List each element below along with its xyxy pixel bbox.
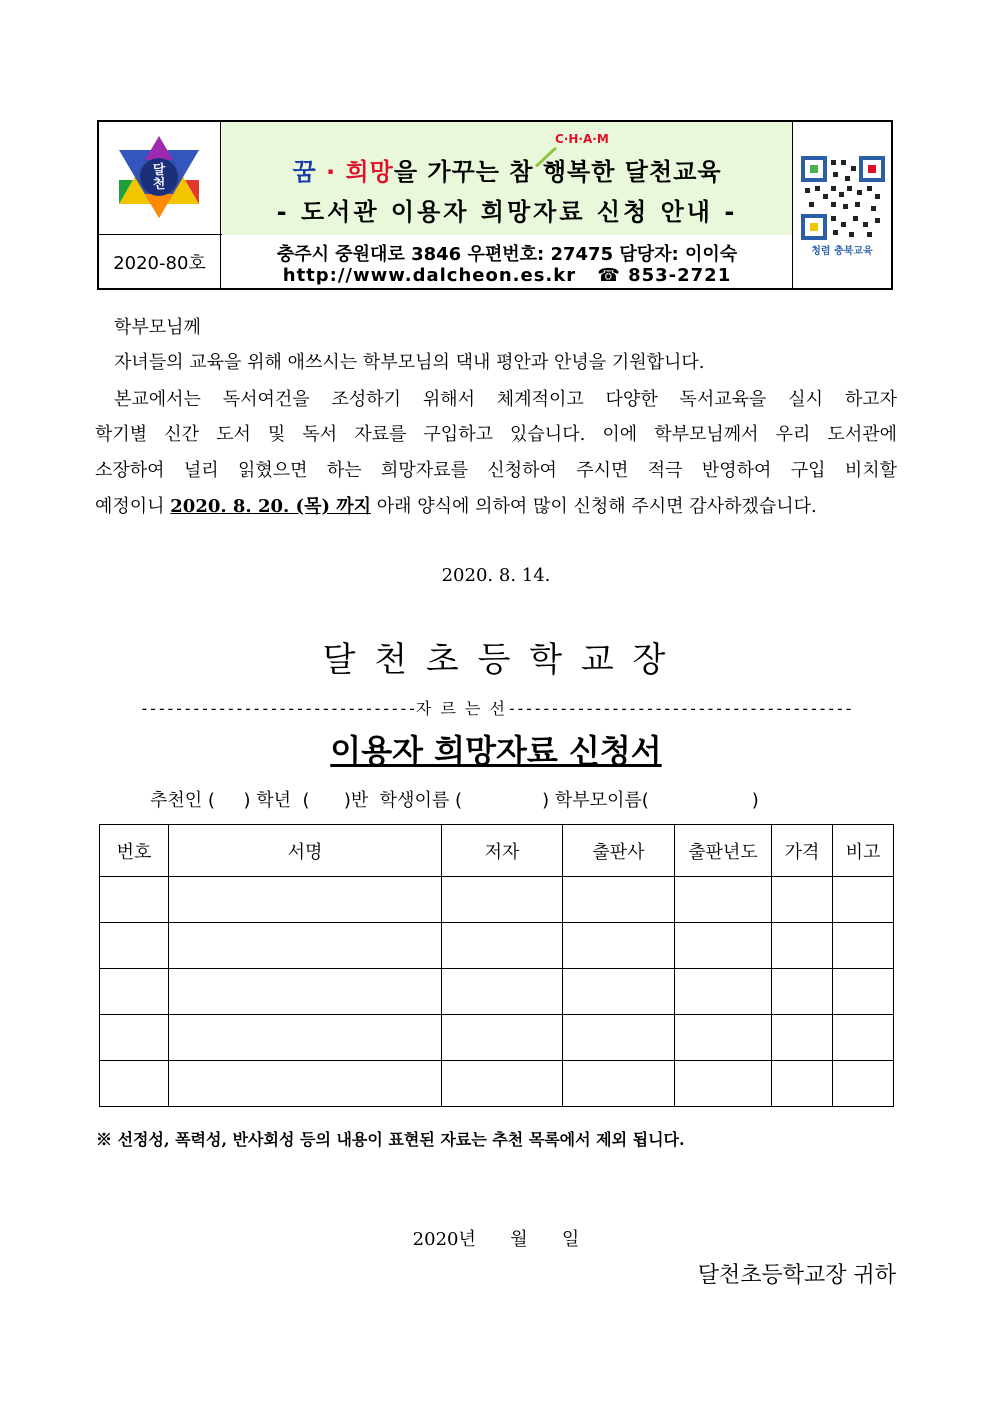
- table-row: [100, 1015, 894, 1061]
- table-cell[interactable]: [563, 1015, 675, 1061]
- letter-line: 본교에서는 독서여건을 조성하기 위해서 체계적이고 다양한 독서교육을 실시 하고자: [114, 389, 897, 410]
- table-cell[interactable]: [675, 877, 772, 923]
- table-cell[interactable]: [675, 923, 772, 969]
- table-cell[interactable]: [772, 1061, 833, 1107]
- table-cell[interactable]: [833, 877, 894, 923]
- website-link[interactable]: http://www.dalcheon.es.kr: [282, 265, 577, 286]
- table-cell[interactable]: [169, 877, 442, 923]
- letter-line: [95, 492, 897, 518]
- table-cell[interactable]: [169, 923, 442, 969]
- form-title-wrap: [0, 726, 992, 772]
- table-row: [100, 969, 894, 1015]
- request-table: [99, 824, 894, 1107]
- exclusion-note: ※ 선정성, 폭력성, 반사회성 등의 내용이 표현된 자료는 추천 목록에서 제외 됩니다.: [96, 1130, 685, 1149]
- cham-text: C·H·A·M: [555, 132, 609, 146]
- table-cell[interactable]: [169, 1015, 442, 1061]
- slogan-part: 행복한 달천교육: [542, 158, 722, 186]
- school-logo: [99, 122, 220, 234]
- doc-number: 2020-80호: [113, 252, 206, 274]
- table-cell[interactable]: [100, 1061, 169, 1107]
- table-cell[interactable]: [833, 923, 894, 969]
- slogan-part: 꿈: [292, 158, 317, 186]
- qr-caption: 청렴 충북교육: [811, 246, 873, 257]
- slogan-dot: ·: [316, 158, 346, 186]
- cham-mark: [555, 132, 609, 146]
- table-cell[interactable]: [169, 969, 442, 1015]
- letterhead-box: [97, 120, 893, 290]
- table-cell[interactable]: [563, 923, 675, 969]
- phone-number: 853-2721: [628, 265, 732, 286]
- table-header-row: [100, 825, 894, 877]
- cut-line-label: 자 르 는 선: [415, 699, 508, 718]
- contact-line: [222, 265, 792, 286]
- table-cell[interactable]: [772, 923, 833, 969]
- phone-icon: ☎: [597, 265, 621, 286]
- divider: [220, 122, 221, 288]
- letter-line: 자녀들의 교육을 위해 애쓰시는 학부모님의 댁내 평안과 안녕을 기원합니다.: [114, 352, 705, 373]
- table-cell[interactable]: [772, 877, 833, 923]
- column-header: 비고: [833, 825, 894, 877]
- star-logo-icon: [99, 122, 220, 234]
- letter-line: 학기별 신간 도서 및 독서 자료를 구입하고 있습니다. 이에 학부모님께서 우리 도서관에: [95, 424, 897, 445]
- cut-line: [0, 696, 992, 719]
- table-cell[interactable]: [563, 877, 675, 923]
- principal-signature: 달 천 초 등 학 교 장: [322, 640, 670, 680]
- slogan-area: [222, 122, 792, 235]
- table-cell[interactable]: [833, 969, 894, 1015]
- salutation: 학부모님께: [114, 317, 201, 338]
- table-cell[interactable]: [442, 877, 563, 923]
- application-date: 2020년 월 일: [412, 1229, 580, 1250]
- logo-text: 달 천: [152, 163, 166, 192]
- table-cell[interactable]: [100, 923, 169, 969]
- table-cell[interactable]: [442, 969, 563, 1015]
- addressee: 달천초등학교장 귀하: [697, 1263, 896, 1288]
- column-header: 출판사: [563, 825, 675, 877]
- qr-code-icon: [801, 156, 885, 240]
- address: 충주시 중원대로 3846 우편번호: 27475 담당자: 이이숙: [276, 244, 738, 265]
- table-cell[interactable]: [100, 969, 169, 1015]
- table-row: [100, 1061, 894, 1107]
- table-cell[interactable]: [772, 1015, 833, 1061]
- deadline: 2020. 8. 20. (목) 까지: [170, 496, 372, 517]
- letter-date: 2020. 8. 14.: [441, 565, 551, 586]
- table-cell[interactable]: [169, 1061, 442, 1107]
- table-cell[interactable]: [100, 1015, 169, 1061]
- table-cell[interactable]: [675, 969, 772, 1015]
- form-title: 이용자 희망자료 신청서: [330, 732, 662, 770]
- table-cell[interactable]: [442, 923, 563, 969]
- slogan: [222, 152, 792, 187]
- text-fragment: 예정이니: [95, 496, 171, 517]
- dash-segment: --------------------------------: [139, 699, 416, 718]
- dash-segment: ----------------------------------------: [507, 699, 853, 718]
- table-cell[interactable]: [100, 877, 169, 923]
- slogan-part: 을 가꾸는 참: [393, 158, 543, 186]
- column-header: 가격: [772, 825, 833, 877]
- table-cell[interactable]: [833, 1061, 894, 1107]
- table-cell[interactable]: [442, 1015, 563, 1061]
- letter-line: 소장하여 널리 읽혔으면 하는 희망자료를 신청하여 주시면 적극 반영하여 구입 비치할: [95, 460, 897, 481]
- column-header: 출판년도: [675, 825, 772, 877]
- table-cell[interactable]: [772, 969, 833, 1015]
- leaf-icon: [534, 146, 560, 168]
- table-cell[interactable]: [675, 1015, 772, 1061]
- table-row: [100, 923, 894, 969]
- table-cell[interactable]: [442, 1061, 563, 1107]
- notice-title: - 도서관 이용자 희망자료 신청 안내 -: [276, 198, 738, 226]
- column-header: 서명: [169, 825, 442, 877]
- slogan-part: 희망: [345, 158, 394, 186]
- table-cell[interactable]: [563, 969, 675, 1015]
- column-header: 번호: [100, 825, 169, 877]
- table-cell[interactable]: [563, 1061, 675, 1107]
- text-fragment: 아래 양식에 의하여 많이 신청해 주시면 감사하겠습니다.: [371, 496, 817, 517]
- table-cell[interactable]: [833, 1015, 894, 1061]
- qr-cell: [793, 122, 891, 288]
- table-row: [100, 877, 894, 923]
- column-header: 저자: [442, 825, 563, 877]
- recommender-line: 추천인 ( ) 학년 ( )반 학생이름 ( ) 학부모이름( ): [150, 790, 759, 811]
- table-cell[interactable]: [675, 1061, 772, 1107]
